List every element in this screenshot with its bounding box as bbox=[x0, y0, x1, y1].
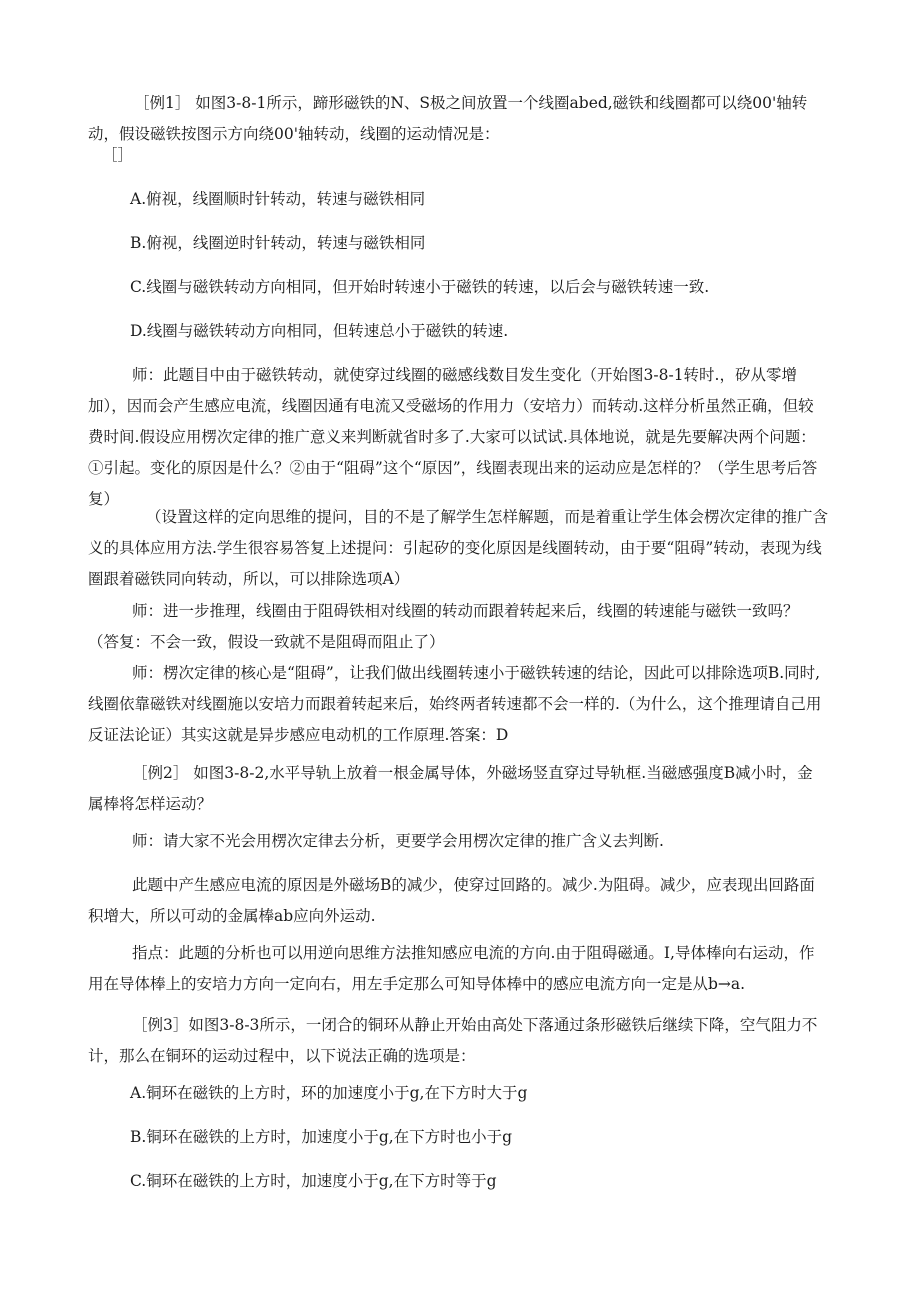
teacher-explanation-4: 师：请大家不光会用楞次定律去分析，更要学会用楞次定律的推广含义去判断. bbox=[132, 832, 664, 850]
example-1-option-d: D.线圈与磁铁转动方向相同，但转速总小于磁铁的转速. bbox=[130, 322, 509, 340]
example-3-question: ［例3］如图3-8-3所示，一闭合的铜环从静止开始由高处下落通过条形磁铁后继续下降，空气阻力不计，那么在铜环的运动过程中，以下说法正确的选项是： bbox=[88, 1016, 818, 1065]
example-3-option-c: C.铜环在磁铁的上方时，加速度小于g,在下方时等于g bbox=[130, 1172, 497, 1190]
example-1-option-b: B.俯视，线圈逆时针转动，转速与磁铁相同 bbox=[130, 234, 426, 252]
answer-bracket: ［］ bbox=[102, 146, 134, 164]
example-3-option-b: B.铜环在磁铁的上方时，加速度小于g,在下方时也小于g bbox=[130, 1128, 513, 1146]
teacher-explanation-2: 师：进一步推理，线圈由于阻碍铁相对线圈的转动而跟着转起来后，线圈的转速能与磁铁一致吗？（答复：不会一致，假设一致就不是阻碍而阻止了） bbox=[88, 602, 799, 651]
example-1-option-c: C.线圈与磁铁转动方向相同，但开始时转速小于磁铁的转速，以后会与磁铁转速一致. bbox=[130, 278, 710, 296]
example-2-question: ［例2］ 如图3-8-2,水平导轨上放着一根金属导体，外磁场竖直穿过导轨框.当磁感强度B减小时，金属棒将怎样运动？ bbox=[88, 764, 813, 813]
teacher-explanation-1: 师：此题目中由于磁铁转动，就使穿过线圈的磁感线数目发生变化（开始图3-8-1转时.，矽从零增加），因而会产生感应电流，线圈因通有电流又受磁场的作用力（安培力）而转动.这样分析虽然正确，但较费时间.假设应用楞次定律的推广意义来判断就省时多了.大家可以试试.具体地说，就是先要解决两个问题：①引起。变化的原因是什么？②由于“阻碍”这个“原因”，线圈表现出来的运动应是怎样的？（学生思考后答复） bbox=[88, 366, 818, 508]
teaching-note: （设置这样的定向思维的提问，目的不是了解学生怎样解题，而是着重让学生体会楞次定律的推广含义的具体应用方法.学生很容易答复上述提问：引起矽的变化原因是线圈转动，由于要“阻碍”转动，表现为线圈跟着磁铁同向转动，所以，可以排除选项A） bbox=[88, 508, 829, 588]
teacher-explanation-3: 师：楞次定律的核心是“阻碍”，让我们做出线圈转速小于磁铁转速的结论，因此可以排除选项B.同时,线圈依靠磁铁对线圈施以安培力而跟着转起来后，始终两者转速都不会一样的.（为什么，这个推理请自己用反证法论证）其实这就是异步感应电动机的工作原理.答案：D bbox=[88, 664, 822, 744]
example-1-question: ［例1］ 如图3-8-1所示，蹄形磁铁的N、S极之间放置一个线圈abed,磁铁和线圈都可以绕00'轴转动，假设磁铁按图示方向绕00'轴转动，线圈的运动情况是： bbox=[88, 94, 808, 143]
example-3-option-a: A.铜环在磁铁的上方时，环的加速度小于g,在下方时大于g bbox=[130, 1084, 528, 1102]
example-2-analysis: 此题中产生感应电流的原因是外磁场B的减少，使穿过回路的。减少.为阻碍。减少，应表现出回路面积增大，所以可动的金属棒ab应向外运动. bbox=[88, 876, 815, 925]
example-1-option-a: A.俯视，线圈顺时针转动，转速与磁铁相同 bbox=[130, 190, 426, 208]
example-2-guidance: 指点：此题的分析也可以用逆向思维方法推知感应电流的方向.由于阻碍磁通。I,导体棒向右运动，作用在导体棒上的安培力方向一定向右，用左手定那么可知导体棒中的感应电流方向一定是从b→a. bbox=[88, 944, 815, 993]
